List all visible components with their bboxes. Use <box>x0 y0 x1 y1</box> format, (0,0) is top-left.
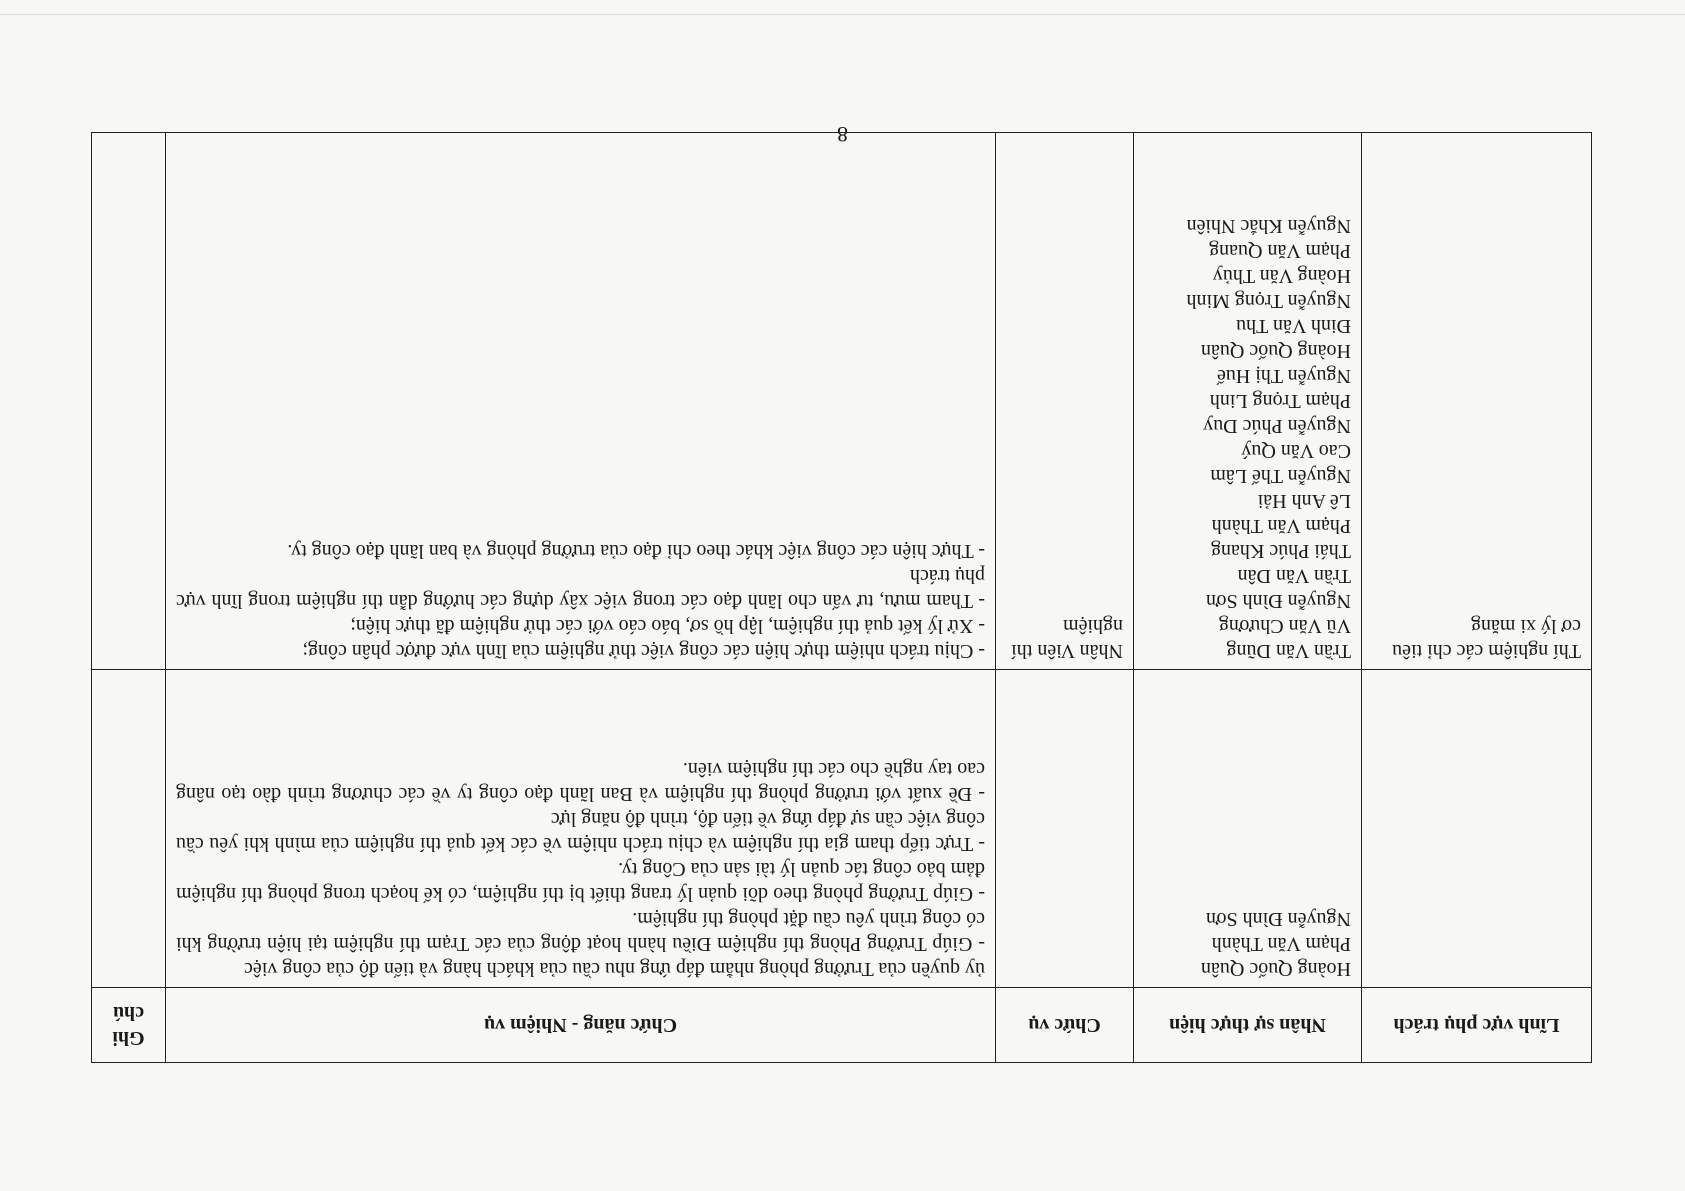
staff-name: Cao Văn Quý <box>1241 440 1351 462</box>
header-note: Ghi chú <box>92 988 166 1063</box>
table-header-row <box>92 988 1592 1063</box>
cell-staff <box>1134 670 1362 988</box>
header-staff: Nhân sự thực hiện <box>1134 988 1362 1063</box>
staff-name: Phạm Văn Thành <box>1211 933 1351 955</box>
staff-name: Hoàng Văn Thủy <box>1212 265 1351 287</box>
staff-name: Lê Anh Hải <box>1257 490 1351 512</box>
duty-line: - Đề xuất với trưởng phòng thí nghiệm và Ban lãnh đạo công ty về các chương trình đào tạo nâng cao tay nghề cho các thí nghiệm viên. <box>176 758 985 805</box>
cell-note <box>92 133 166 670</box>
header-position: Chức vụ <box>996 988 1134 1063</box>
cell-staff <box>1134 133 1362 670</box>
cell-duties <box>166 133 996 670</box>
staff-name: Phạm Văn Thành <box>1211 515 1351 537</box>
duty-line: - Giúp Trưởng Phòng thí nghiệm Điều hành hoạt động của các Trạm thí nghiệm tại hiện trường khi có công trình yêu cầu đặt phòng thí nghiệm. <box>176 908 985 955</box>
header-area: Lĩnh vực phụ trách <box>1362 988 1592 1063</box>
table-row <box>92 133 1592 670</box>
duty-line: - Trực tiếp tham gia thí nghiệm và chịu trách nhiệm về các kết quả thí nghiệm của mình khi yêu cầu công việc cần sự đáp ứng về tiến độ, trình độ năng lực <box>176 808 985 855</box>
staff-name: Hoàng Quốc Quân <box>1201 340 1351 362</box>
staff-name: Nguyễn Thị Huế <box>1216 365 1351 387</box>
staff-name: Vũ Văn Chương <box>1218 615 1351 637</box>
page-number: 8 <box>837 122 848 147</box>
staff-name: Nguyễn Thế Lâm <box>1210 465 1351 487</box>
duty-line: ủy quyền của Trưởng phòng nhằm đáp ứng nhu cầu của khách hàng và tiến độ của công việc <box>244 958 985 980</box>
table-row <box>92 670 1592 988</box>
duties-table <box>91 132 1592 1063</box>
cell-position <box>996 670 1134 988</box>
staff-name: Hoàng Quốc Quân <box>1201 958 1351 980</box>
duty-line: - Thực hiện các công việc khác theo chỉ đạo của trưởng phòng và ban lãnh đạo công ty. <box>287 540 985 562</box>
duty-line: - Giúp Trưởng phòng theo dõi quản lý trang thiết bị thí nghiệm, có kế hoạch trong phòng thí nghiệm đảm bảo công tác quản lý tài sản của Công ty. <box>176 858 985 905</box>
cell-area: Thí nghiệm các chỉ tiêu cơ lý xi măng <box>1362 133 1592 670</box>
cell-note <box>92 670 166 988</box>
staff-name: Nguyễn Trọng Minh <box>1186 290 1351 312</box>
staff-name: Nguyễn Phúc Duy <box>1203 415 1351 437</box>
staff-name: Nguyễn Khắc Nhiên <box>1186 215 1351 237</box>
staff-name: Trần Văn Dân <box>1237 565 1351 587</box>
staff-name: Phạm Trọng Linh <box>1209 390 1351 412</box>
header-duties: Chức năng - Nhiệm vụ <box>166 988 996 1063</box>
staff-name: Thái Phúc Khang <box>1211 540 1351 562</box>
duty-line: - Xử lý kết quả thí nghiệm, lập hồ sơ, báo cáo với các thử nghiệm đã thực hiện; <box>350 615 985 637</box>
duty-line: - Chịu trách nhiệm thực hiện các công việc thử nghiệm của lĩnh vực được phân công; <box>302 640 985 662</box>
staff-name: Nguyễn Đình Sơn <box>1205 908 1351 930</box>
staff-name: Đinh Văn Thu <box>1236 315 1351 337</box>
cell-duties <box>166 670 996 988</box>
cell-position: Nhân Viên thí nghiệm <box>996 133 1134 670</box>
cell-area <box>1362 670 1592 988</box>
staff-name: Trần Văn Dũng <box>1226 640 1351 662</box>
staff-name: Nguyễn Đình Sơn <box>1205 590 1351 612</box>
duty-line: - Tham mưu, tư vấn cho lãnh đạo các trong việc xây dựng các hướng dẫn thí nghiệm trong lĩnh vực phụ trách <box>176 565 985 612</box>
staff-name: Phạm Văn Quang <box>1209 240 1351 262</box>
